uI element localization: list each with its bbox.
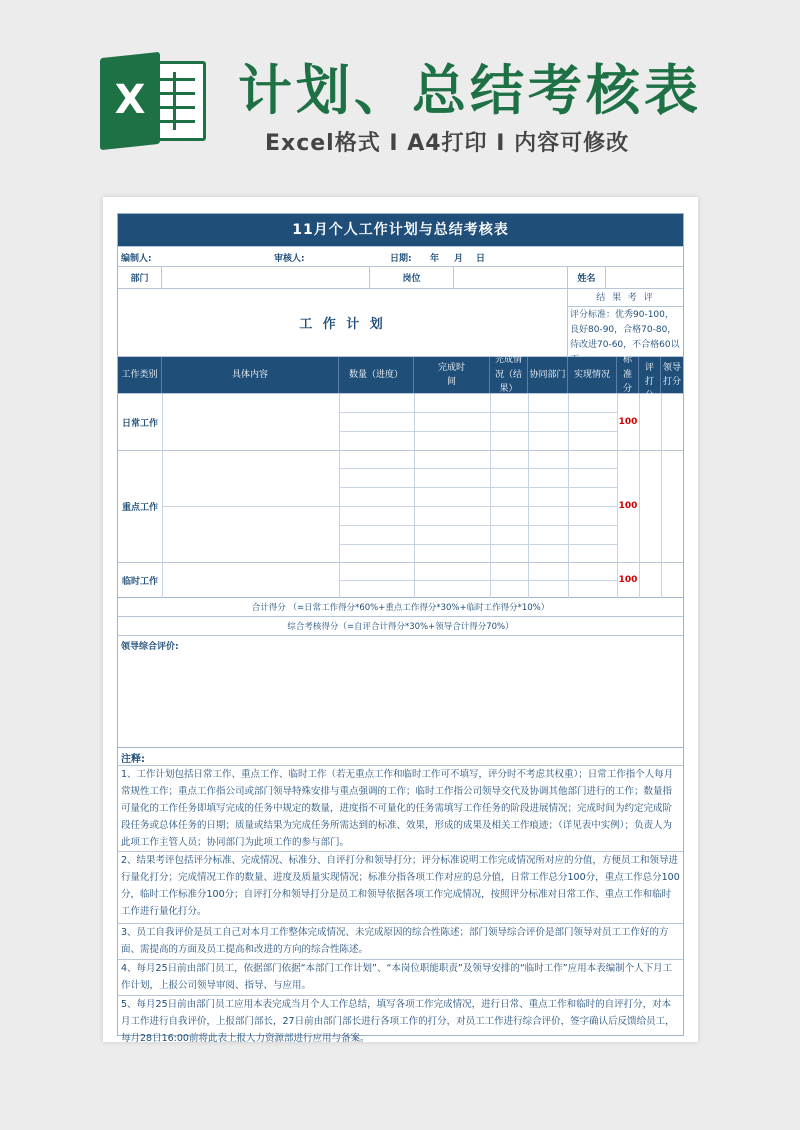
plan-body [118,394,683,598]
plan-header-row [118,289,683,357]
note-2: 2、结果考评包括评分标准、完成情况、标准分、自评打分和领导打分；评分标准说明工作完成情况所对应的分值，方便员工和领导进行量化打分；完成情况工作的数量、进度及质量实现情况；标准分指各项工作对应的总分值，日常工作总分100分，重点工作总分100分，临时工作标准分100分；自评打分和领导打分是员工和领导依据各项工作完成情况，按照评分标准对日常工作、重点工作和临时工作进行量化打分。 [118,852,683,924]
month-label: 月 [454,254,464,264]
note-4: 4、每月25日前由部门员工，依据部门依据“本部门工作计划”、“本岗位职能职责”及领导安排的“临时工作”应用本表编制个人下月工作计划，上报公司领导审阅、指导、与应用。 [118,960,683,996]
sub-title: Excel格式 I A4打印 I 内容可修改 [265,131,630,156]
col-self-score: 自评打分 [639,357,661,393]
eval-standard: 评分标准：优秀90-100，良好80-90，合格70-80，待改进70-60，不合格60以 [570,310,680,350]
note-1: 1、工作计划包括日常工作、重点工作、临时工作（若无重点工作和临时工作可不填写，评分时不考虑其权重）；日常工作指个人每月常规性工作；重点工作指公司或部门领导特殊安排与重点强调的工作；临时工作指公司领导交代及协调其他部门进行的工作；数量指可量化的工作任务即填写完成的任务中规定的数量，进度指不可量化的任务需填写工作任务的阶段进展情况；完成时间为约定完成阶段任务或总体任务的日期；质量或结果为完成任务所需达到的标准、效果，形成的成果及相关工作痕迹；（详见表中实例）；负责人为此项工作主管人员；协同部门为此项工作的参与部门。 [118,766,683,852]
col-result: 完成情况（结果） [490,357,528,393]
name-field[interactable] [606,267,683,288]
excel-logo-icon [100,55,212,147]
reviewer-label: 审核人: [274,254,305,264]
col-qty: 数量（进度） [339,357,414,393]
post-field[interactable] [454,267,568,288]
eval-title: 结 果 考 评 [568,289,683,307]
col-actual: 实现情况 [568,357,617,393]
name-label: 姓名 [568,267,606,288]
overall-score-row: 综合考核得分（=自评合计得分*30%+领导合计得分70%） [118,617,683,636]
leader-eval-box[interactable] [118,636,683,748]
category-daily: 日常工作 [121,418,158,429]
std-score-daily: 100 [618,417,638,427]
col-std-score: 标准分 [617,357,639,393]
note-5: 5、每月25日前由部门员工应用本表完成当月个人工作总结，填写各项工作完成情况，进行日常、重点工作和临时的自评打分，对本月工作进行自我评价，上报部门部长，27日前由部门部长进行各项工作的打分，对员工工作进行综合评价，签字确认后反馈给员工，每月28日16:00前将此表上报人力资源部进行应用与备案。 [121,999,675,1044]
main-title: 计划、总结考核表 [238,59,702,122]
plan-title: 工 作 计 划 [118,289,568,356]
day-label: 日 [476,254,486,264]
std-score-key: 100 [618,501,638,511]
date-label: 日期: [390,254,412,264]
editor-label: 编制人: [121,254,152,264]
document-sheet [103,197,698,1042]
personal-row [118,267,683,289]
info-row [118,247,683,267]
year-label: 年 [430,254,440,264]
notes-label: 注释: [121,754,145,765]
col-type: 工作类别 [118,357,162,393]
col-time: 完成时间 [414,357,490,393]
post-label: 岗位 [370,267,454,288]
category-temp: 临时工作 [121,576,158,587]
form-table [117,213,684,1044]
column-header-row [118,348,683,402]
note-3: 3、员工自我评价是员工自己对本月工作整体完成情况、未完成原因的综合性陈述；部门领导综合评价是部门领导对员工工作好的方面、需提高的方面及员工提高和改进的方向的综合性陈述。 [118,924,683,960]
col-assist: 协同部门 [528,357,568,393]
col-leader-score: 领导打分 [663,362,682,387]
std-score-temp: 100 [618,575,638,585]
form-title: 11月个人工作计划与总结考核表 [118,214,683,247]
notes-label-row [118,748,683,766]
category-key: 重点工作 [121,502,158,513]
dept-field[interactable] [162,267,370,288]
page-header [0,0,800,190]
leader-eval-label: 领导综合评价: [121,642,179,652]
total-score-row: 合计得分 （=日常工作得分*60%+重点工作得分*30%+临时工作得分*10%） [118,598,683,617]
col-content: 具体内容 [162,357,339,393]
dept-label: 部门 [118,267,162,288]
logo-letter: X [114,77,146,123]
